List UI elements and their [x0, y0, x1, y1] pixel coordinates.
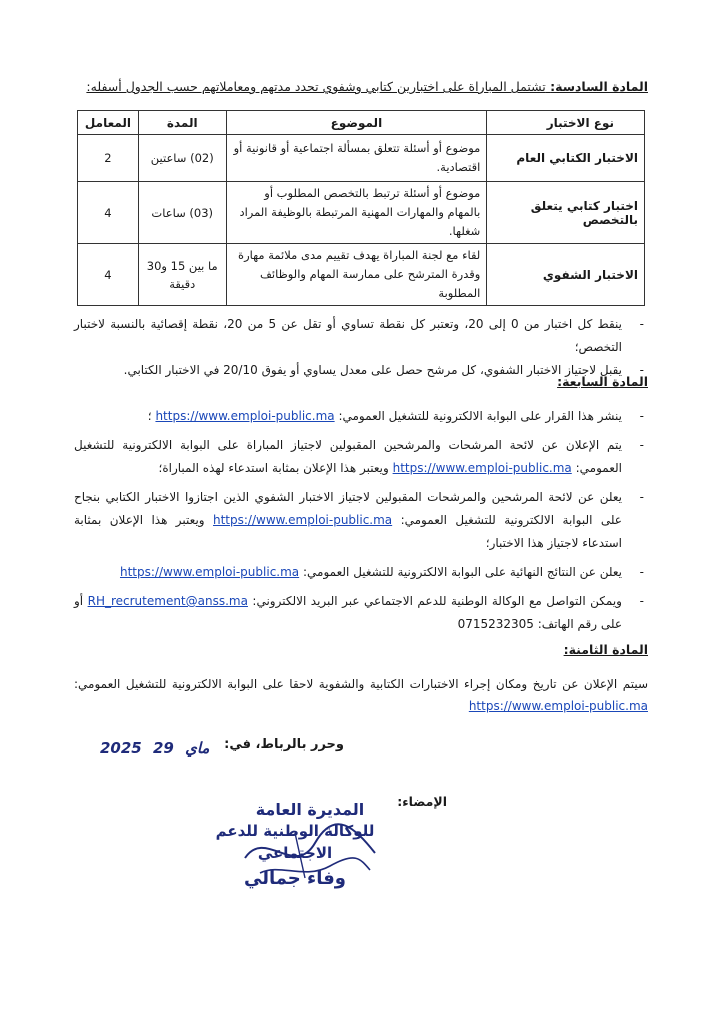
item-text: ويعتبر هذا الإعلان بمثابة استدعاء لهذه المباراة؛ [158, 461, 389, 475]
cell-duration: ما بين 15 و30 دقيقة [138, 244, 226, 306]
handwritten-signature [235, 818, 385, 888]
cell-coef: 2 [78, 135, 139, 182]
portal-link[interactable]: https://www.emploi-public.ma [392, 461, 572, 475]
list-item [74, 590, 648, 636]
list-item: - ينقط كل اختبار من 0 إلى 20، وتعتبر كل نقطة تساوي أو تقل عن 5 من 20، نقطة إقصائية بالنسبة لاختبار التخصص؛ [74, 313, 648, 359]
list-item: - يقبل لاجتياز الاختبار الشفوي، كل مرشح حصل على معدل يساوي أو يفوق 20/10 في الاختبار الكتابي. [74, 359, 648, 382]
article-6-text: تشتمل المباراة على اختبارين كتابي وشفوي تحدد مدتهم ومعاملاتهم حسب الجدول أسفله: [86, 79, 546, 94]
article-6 [86, 79, 648, 94]
cell-duration: (02) ساعتين [138, 135, 226, 182]
date-day: 29 [152, 739, 174, 757]
list-item [74, 486, 648, 555]
item-text: يعلن عن لائحة المرشحين والمرشحات المقبولين لاجتياز الاختبار الشفوي الذين اجتازوا الاختبار الكتابي بنجاح على البوابة الالكترونية للتشغيل العمومي: [74, 490, 622, 527]
article-6-heading: المادة السادسة: [550, 79, 648, 94]
stamp-title: المديرة العامة [255, 800, 365, 819]
col-header-coef: المعامل [78, 111, 139, 135]
col-header-subject: الموضوع [226, 111, 487, 135]
list-item [74, 405, 648, 428]
item-text: أو على رقم الهاتف: 0715232305 [74, 594, 622, 631]
paragraph-text: سيتم الإعلان عن تاريخ ومكان إجراء الاختبارات الكتابية والشفوية لاحقا على البوابة الالكترونية للتشغيل العمومي: [74, 677, 648, 691]
portal-link[interactable]: https://www.emploi-public.ma [155, 409, 335, 423]
scoring-notes [74, 313, 648, 382]
cell-type: اختبار كتابي يتعلق بالتخصص [487, 182, 645, 244]
table-row [78, 244, 645, 306]
date-month: ماي [185, 739, 210, 757]
article-7-heading: المادة السابعة: [557, 374, 648, 389]
item-text: ويعتبر هذا الإعلان بمثابة استدعاء لاجتياز هذا الاختبار؛ [74, 513, 622, 550]
cell-coef: 4 [78, 182, 139, 244]
table-header-row [78, 111, 645, 135]
item-text: يتم الإعلان عن لائحة المرشحات والمرشحين المقبولين لاجتياز المباراة على البوابة الالكترونية للتشغيل العمومي: [74, 438, 622, 475]
cell-subject: موضوع أو أسئلة تتعلق بمسألة اجتماعية أو قانونية أو اقتصادية. [226, 135, 487, 182]
article-8-text [74, 673, 648, 717]
cell-duration: (03) ساعات [138, 182, 226, 244]
signature-date [100, 739, 215, 757]
cell-subject: لقاء مع لجنة المباراة يهدف تقييم مدى ملائمة مهارة وقدرة المترشح على ممارسة المهام والوظائف المطلوبة [226, 244, 487, 306]
stamp-name: وفاء جمالي [244, 868, 346, 889]
table-row [78, 135, 645, 182]
email-link[interactable]: RH_recrutement@anss.ma [87, 594, 248, 608]
portal-link[interactable]: https://www.emploi-public.ma [468, 699, 648, 713]
col-header-type: نوع الاختبار [487, 111, 645, 135]
portal-link[interactable]: https://www.emploi-public.ma [119, 565, 300, 579]
stamp-agency: للوكالة الوطنية للدعم الاجتماعي [215, 822, 375, 862]
item-text: يعلن عن النتائج النهائية على البوابة الالكترونية للتشغيل العمومي: [302, 565, 622, 579]
cell-subject: موضوع أو أسئلة ترتبط بالتخصص المطلوب أو بالمهام والمهارات المهنية المرتبطة بالوظيفة المراد شغلها. [226, 182, 487, 244]
item-text: ويمكن التواصل مع الوكالة الوطنية للدعم الاجتماعي عبر البريد الالكتروني: [252, 594, 622, 608]
cell-coef: 4 [78, 244, 139, 306]
list-item [74, 434, 648, 480]
signature-place: وحرر بالرباط، في: [224, 737, 344, 752]
signature-label: الإمضاء: [397, 794, 447, 809]
item-text: ؛ [147, 409, 152, 423]
article-8-heading: المادة الثامنة: [563, 642, 648, 657]
exam-table [77, 110, 645, 306]
list-item [74, 561, 648, 584]
cell-type: الاختبار الكتابي العام [487, 135, 645, 182]
date-year: 2025 [100, 739, 142, 757]
article-7-list [74, 405, 648, 636]
item-text: ينشر هذا القرار على البوابة الالكترونية للتشغيل العمومي: [338, 409, 622, 423]
col-header-duration: المدة [138, 111, 226, 135]
portal-link[interactable]: https://www.emploi-public.ma [213, 513, 393, 527]
cell-type: الاختبار الشفوي [487, 244, 645, 306]
table-row [78, 182, 645, 244]
